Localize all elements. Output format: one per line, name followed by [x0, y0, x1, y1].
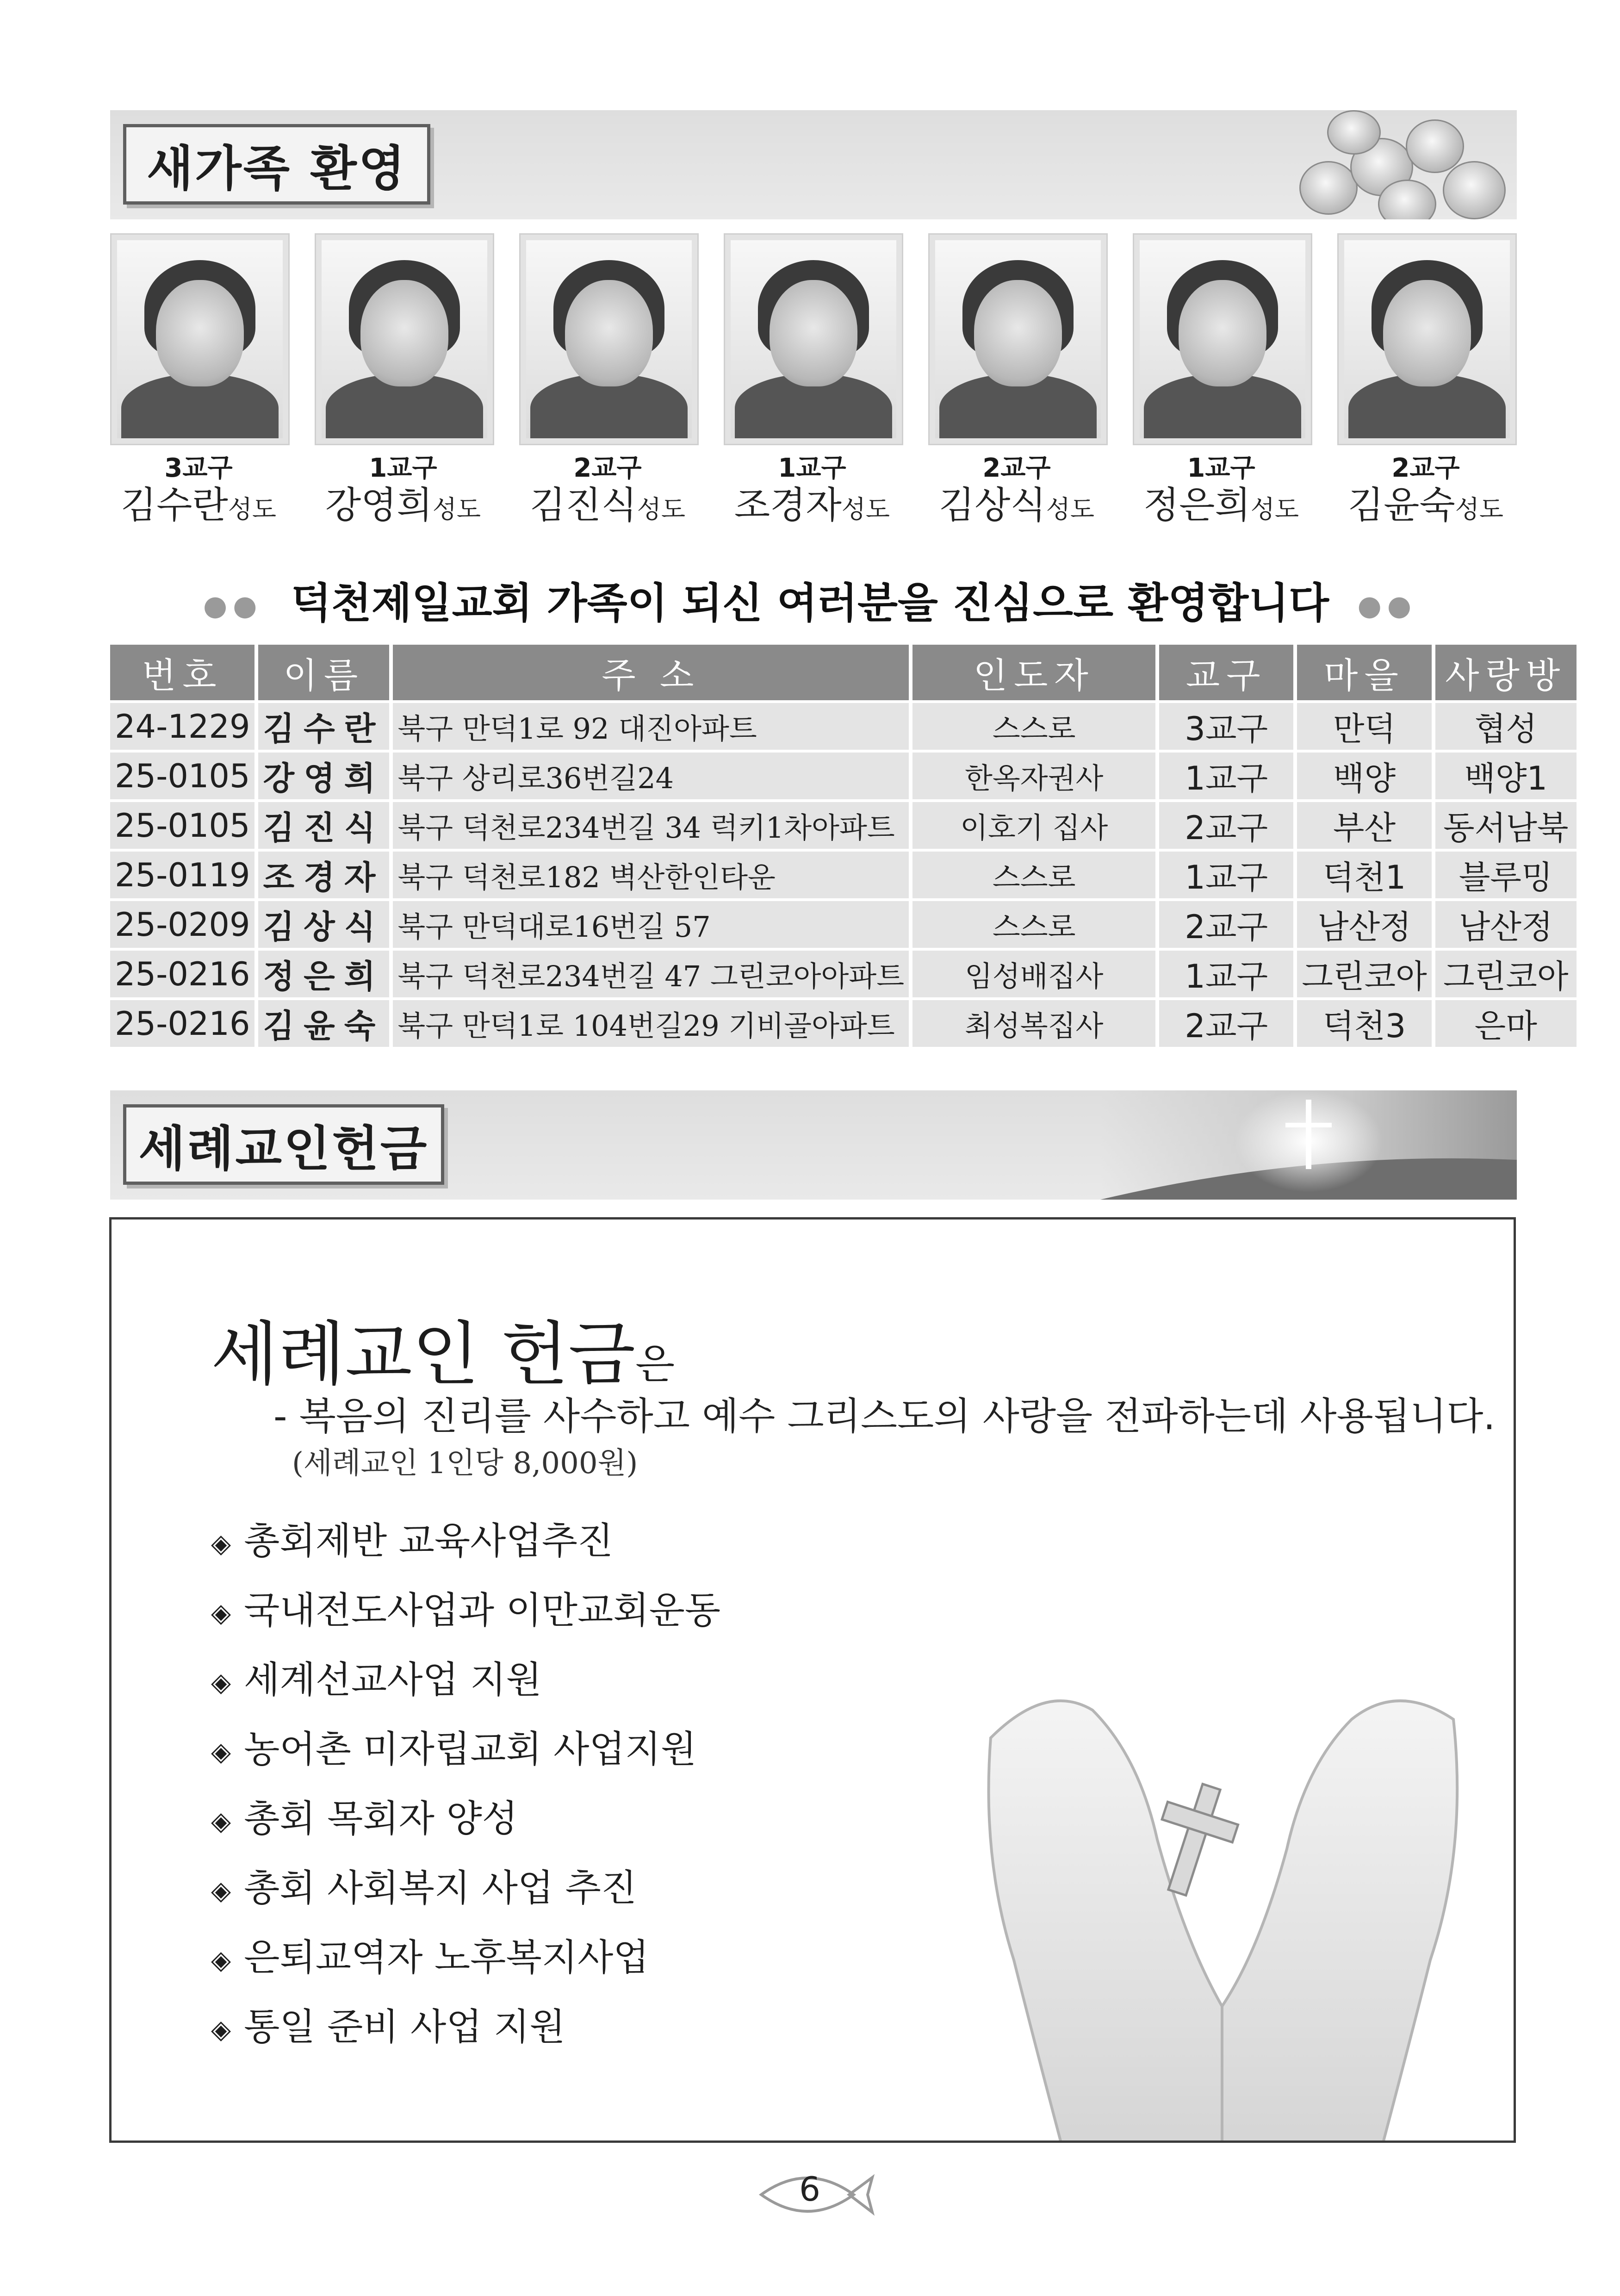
cell-number: 24-1229	[110, 703, 254, 750]
member-title: 성도	[228, 495, 277, 524]
offering-info-box	[109, 1217, 1516, 2143]
cell-address: 북구 덕천로234번길 47 그린코아아파트	[393, 951, 909, 997]
member-caption	[110, 454, 287, 532]
list-item-text: 총회 사회복지 사업 추진	[244, 1867, 637, 1910]
section-title: 새가족 환영	[146, 140, 407, 197]
list-item	[211, 1719, 696, 1773]
cell-leader: 한옥자권사	[912, 753, 1155, 799]
member-caption	[1133, 454, 1310, 532]
member-caption	[315, 454, 491, 532]
member-photo	[110, 233, 290, 445]
member-name: 김진식	[529, 484, 637, 527]
member-caption	[928, 454, 1105, 532]
member-name: 정은희	[1143, 484, 1251, 527]
cell-district: 1교구	[1159, 753, 1293, 799]
roses-decoration	[1258, 110, 1517, 219]
diamond-bullet-icon: ◈	[211, 1945, 231, 1975]
cell-group: 은마	[1435, 1000, 1577, 1047]
table-row	[110, 852, 1577, 898]
cell-address: 북구 덕천로182 벽산한인타운	[393, 852, 909, 898]
decorative-dots: ●●	[203, 590, 263, 622]
cell-group: 블루밍	[1435, 852, 1577, 898]
cell-leader: 최성복집사	[912, 1000, 1155, 1047]
member-group: 1교구	[778, 453, 846, 483]
page-number-text: 6	[799, 2170, 820, 2209]
member-caption	[1337, 454, 1514, 532]
member-group: 1교구	[369, 453, 437, 483]
offering-heading-suffix: 은	[635, 1340, 675, 1388]
cell-number: 25-0105	[110, 753, 254, 799]
cell-address: 북구 상리로36번길24	[393, 753, 909, 799]
member-caption	[724, 454, 900, 532]
cell-district: 1교구	[1159, 951, 1293, 997]
member-group: 3교구	[164, 453, 233, 483]
col-header-village: 마을	[1297, 645, 1431, 700]
cell-group: 동서남북	[1435, 802, 1577, 849]
cross-icon	[1100, 1090, 1517, 1200]
member-title: 성도	[637, 495, 686, 524]
col-header-group: 사랑방	[1435, 645, 1577, 700]
member-name: 조경자	[734, 484, 842, 527]
cell-district: 2교구	[1159, 901, 1293, 948]
diamond-bullet-icon: ◈	[211, 1736, 231, 1767]
list-item-text: 세계선교사업 지원	[244, 1658, 542, 1701]
list-item	[211, 1789, 518, 1842]
member-title: 성도	[1046, 495, 1095, 524]
member-title: 성도	[841, 495, 890, 524]
cell-village: 부산	[1297, 802, 1431, 849]
cell-village: 만덕	[1297, 703, 1431, 750]
cell-address: 북구 만덕대로16번길 57	[393, 901, 909, 948]
cell-group: 백양1	[1435, 753, 1577, 799]
cell-address: 북구 덕천로234번길 34 럭키1차아파트	[393, 802, 909, 849]
diamond-bullet-icon: ◈	[211, 1528, 231, 1559]
cell-group: 협성	[1435, 703, 1577, 750]
cell-leader: 스스로	[912, 852, 1155, 898]
section-title: 세례교인헌금	[138, 1120, 429, 1177]
cell-address: 북구 만덕1로 104번길29 기비골아파트	[393, 1000, 909, 1047]
diamond-bullet-icon: ◈	[211, 1875, 231, 1906]
cell-district: 2교구	[1159, 1000, 1293, 1047]
cell-name: 김윤숙	[258, 1000, 389, 1047]
list-item-text: 농어촌 미자립교회 사업지원	[244, 1728, 697, 1771]
list-item	[211, 1511, 613, 1564]
list-item	[211, 1650, 542, 1703]
member-group: 2교구	[573, 453, 642, 483]
list-item-text: 은퇴교역자 노후복지사업	[244, 1936, 649, 1979]
cell-number: 25-0216	[110, 1000, 254, 1047]
table-row	[110, 951, 1577, 997]
member-photo	[724, 233, 903, 445]
offering-heading	[211, 1298, 675, 1398]
table-row	[110, 901, 1577, 948]
member-caption	[519, 454, 696, 532]
cell-district: 3교구	[1159, 703, 1293, 750]
member-photo	[315, 233, 494, 445]
cell-village: 백양	[1297, 753, 1431, 799]
member-name: 김수란	[120, 484, 228, 527]
cell-leader: 스스로	[912, 901, 1155, 948]
member-photo	[928, 233, 1108, 445]
member-photo	[1337, 233, 1517, 445]
diamond-bullet-icon: ◈	[211, 1598, 231, 1628]
cell-name: 조경자	[258, 852, 389, 898]
page-number	[757, 2166, 877, 2221]
member-name: 강영희	[325, 484, 433, 527]
list-item	[211, 1858, 637, 1911]
cell-leader: 임성배집사	[912, 951, 1155, 997]
cell-district: 2교구	[1159, 802, 1293, 849]
cell-number: 25-0119	[110, 852, 254, 898]
member-group: 2교구	[1391, 453, 1460, 483]
cell-village: 덕천1	[1297, 852, 1431, 898]
cell-village: 덕천3	[1297, 1000, 1431, 1047]
cell-village: 그린코아	[1297, 951, 1431, 997]
col-header-address: 주 소	[393, 645, 909, 700]
member-title: 성도	[1455, 495, 1504, 524]
list-item-text: 국내전도사업과 이만교회운동	[244, 1589, 721, 1632]
member-photo	[519, 233, 699, 445]
offering-note: (세례교인 1인당 8,000원)	[292, 1446, 638, 1481]
list-item-text: 통일 준비 사업 지원	[244, 2005, 565, 2048]
list-item-text: 총회제반 교육사업추진	[244, 1519, 614, 1562]
cell-number: 25-0105	[110, 802, 254, 849]
member-name: 김윤숙	[1347, 484, 1455, 527]
cell-name: 김수란	[258, 703, 389, 750]
section-header-new-family	[110, 110, 1517, 219]
cell-leader: 스스로	[912, 703, 1155, 750]
offering-heading-text: 세례교인 헌금	[211, 1314, 636, 1395]
list-item-text: 총회 목회자 양성	[244, 1797, 518, 1840]
list-item	[211, 1580, 720, 1634]
cell-name: 김상식	[258, 901, 389, 948]
col-header-leader: 인도자	[912, 645, 1155, 700]
cell-district: 1교구	[1159, 852, 1293, 898]
diamond-bullet-icon: ◈	[211, 2014, 231, 2045]
diamond-bullet-icon: ◈	[211, 1806, 231, 1836]
cell-number: 25-0216	[110, 951, 254, 997]
table-row	[110, 753, 1577, 799]
section-title-box	[123, 1104, 444, 1185]
cross-light-decoration	[1100, 1090, 1517, 1200]
cell-number: 25-0209	[110, 901, 254, 948]
section-header-offering	[110, 1090, 1517, 1200]
col-header-district: 교구	[1159, 645, 1293, 700]
offering-subtitle: - 복음의 진리를 사수하고 예수 그리스도의 사랑을 전파하는데 사용됩니다.	[273, 1394, 1496, 1438]
table-row	[110, 703, 1577, 750]
cell-group: 그린코아	[1435, 951, 1577, 997]
welcome-message	[0, 569, 1620, 629]
member-name: 김상식	[938, 484, 1046, 527]
list-item	[211, 1997, 565, 2050]
member-title: 성도	[432, 495, 481, 524]
member-photo	[1133, 233, 1312, 445]
praying-hands-cross-image	[898, 1543, 1516, 2143]
list-item	[211, 1928, 649, 1981]
cell-name: 김진식	[258, 802, 389, 849]
table-row	[110, 1000, 1577, 1047]
table-header-row	[110, 645, 1577, 700]
cell-address: 북구 만덕1로 92 대진아파트	[393, 703, 909, 750]
section-title-box	[123, 124, 430, 205]
member-group: 1교구	[1187, 453, 1255, 483]
table-row	[110, 802, 1577, 849]
cell-name: 강영희	[258, 753, 389, 799]
cell-leader: 이호기 집사	[912, 802, 1155, 849]
welcome-text: 덕천제일교회 가족이 되신 여러분을 진심으로 환영합니다	[291, 579, 1329, 628]
cell-group: 남산정	[1435, 901, 1577, 948]
diamond-bullet-icon: ◈	[211, 1667, 231, 1698]
decorative-dots: ●●	[1357, 590, 1417, 622]
member-title: 성도	[1250, 495, 1299, 524]
col-header-name: 이름	[258, 645, 389, 700]
member-group: 2교구	[982, 453, 1051, 483]
new-family-table	[106, 642, 1580, 1050]
cell-village: 남산정	[1297, 901, 1431, 948]
cell-name: 정은희	[258, 951, 389, 997]
col-header-number: 번호	[110, 645, 254, 700]
